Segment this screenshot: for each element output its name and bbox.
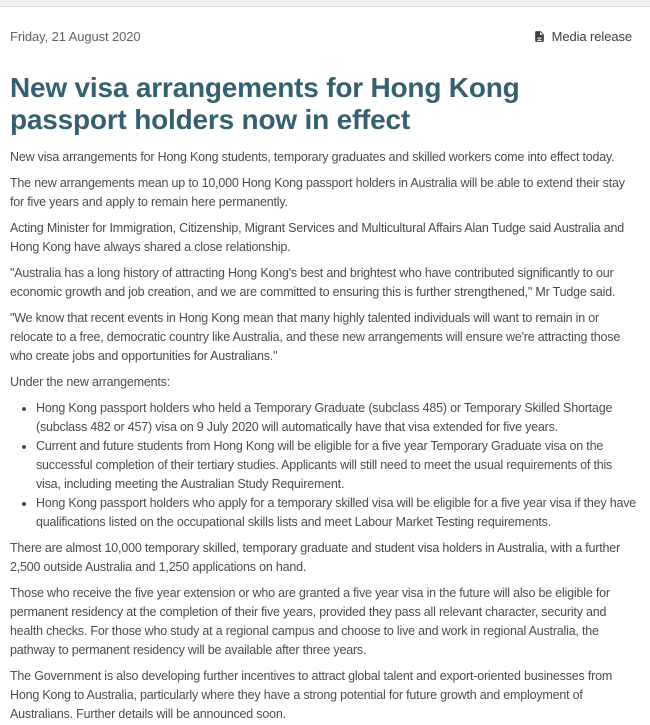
list-item-skilled-visa: • Hong Kong passport holders who apply for a temporary skilled visa will be eligible for a five year visa if they have qualifications listed on the occupational skills lists and meet Labour Market Testing requirements. [36,494,640,532]
document-icon [533,29,546,44]
paragraph-minister: Acting Minister for Immigration, Citizenship, Migrant Services and Multicultural Affairs Alan Tudge said Australia and Hong Kong have always shared a close relationship. [10,221,624,254]
paragraph-further-incentives: The Government is also developing further incentives to attract global talent and export-oriented businesses from Hong Kong to Australia, particularly where they have a strong potential for future growth and employment of Australians. Further details will be announced soon. [10,669,613,721]
page-title: New visa arrangements for Hong Kong passport holders now in effect [10,72,520,135]
publish-date: Friday, 21 August 2020 [10,29,141,44]
media-release-badge [533,29,632,44]
list-item-temporary-graduate: • Hong Kong passport holders who held a Temporary Graduate (subclass 485) or Temporary Skilled Shortage (subclass 482 or 457) visa on 9 July 2020 will automatically have that visa extended for five years. [36,399,640,437]
paragraph-extension: The new arrangements mean up to 10,000 Hong Kong passport holders in Australia will be able to extend their stay for five years and apply to remain here permanently. [10,176,625,209]
paragraph-quote-2: "We know that recent events in Hong Kong mean that many highly talented individuals will want to remain in or relocate to a free, democratic country like Australia, and these new arrangements will ensure we're attracting those who create jobs and opportunities for Australians." [10,311,621,363]
top-divider-bar [0,0,650,7]
list-intro: Under the new arrangements: [10,375,170,389]
header-row [0,7,650,44]
paragraph-intro: New visa arrangements for Hong Kong students, temporary graduates and skilled workers come into effect today. [10,150,615,164]
arrangements-list [10,399,640,532]
list-item-students: • Current and future students from Hong Kong will be eligible for a five year Temporary Graduate visa on the successful completion of their tertiary studies. Applicants will still need to meet the usual requirements of this visa, including meeting the Australian Study Requirement. [36,437,640,494]
paragraph-permanent-residency: Those who receive the five year extension or who are granted a five year visa in the future will also be eligible for permanent residency at the completion of their five years, provided they pass all relevant character, security and health checks. For those who study at a regional campus and choose to live and work in regional Australia, the pathway to permanent residency will be available after three years. [10,586,610,657]
article-body [0,148,650,724]
paragraph-visa-holders-count: There are almost 10,000 temporary skilled, temporary graduate and student visa holders in Australia, with a further 2,500 outside Australia and 1,250 applications on hand. [10,541,620,574]
media-release-label: Media release [551,29,632,44]
paragraph-quote-1: "Australia has a long history of attracting Hong Kong's best and brightest who have contributed significantly to our economic growth and job creation, and we are committed to ensuring this is further strengthened," Mr Tudge said. [10,266,616,299]
